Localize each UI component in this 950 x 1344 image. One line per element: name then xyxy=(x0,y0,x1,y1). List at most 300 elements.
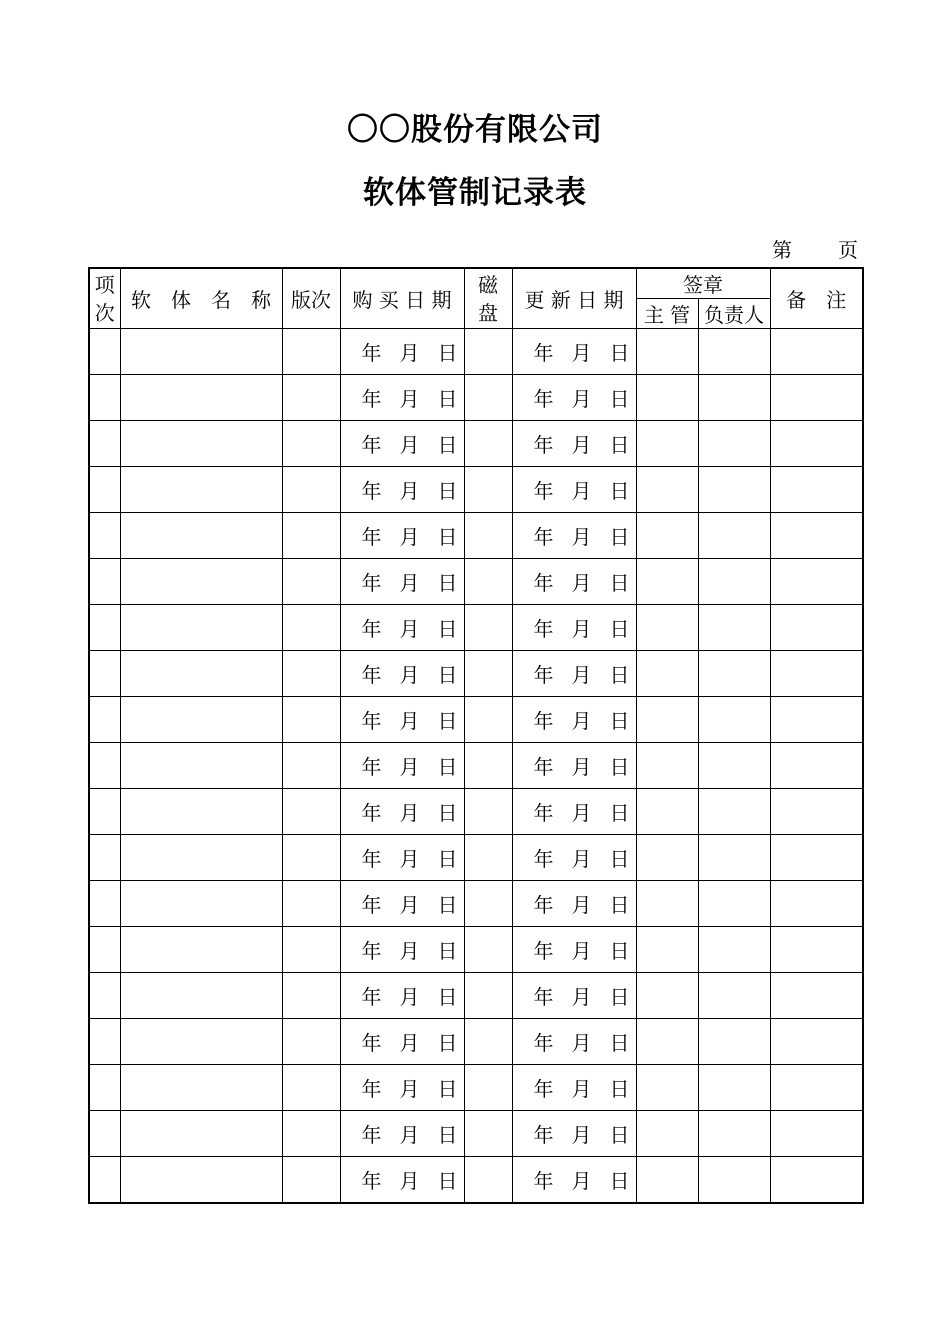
purchase-date-cell[interactable] xyxy=(340,513,464,559)
date-day-label: 日 xyxy=(437,709,460,733)
update-date-cell[interactable] xyxy=(512,927,636,973)
update-date-cell[interactable] xyxy=(512,421,636,467)
header-item-no xyxy=(89,268,120,329)
date-year-label: 年 xyxy=(533,1077,556,1101)
version-cell[interactable] xyxy=(282,605,340,651)
purchase-date-cell[interactable] xyxy=(340,467,464,513)
date-month-label: 月 xyxy=(399,433,422,457)
person-in-charge-signature-cell[interactable] xyxy=(698,1019,770,1065)
date-year-label: 年 xyxy=(533,847,556,871)
supervisor-signature-cell[interactable] xyxy=(636,973,698,1019)
date-day-label: 日 xyxy=(609,617,632,641)
date-month-label: 月 xyxy=(399,387,422,411)
date-month-label: 月 xyxy=(571,985,594,1009)
date-year-label: 年 xyxy=(361,663,384,687)
purchase-date-cell[interactable] xyxy=(340,1019,464,1065)
software-name-cell[interactable] xyxy=(120,1111,282,1157)
disk-cell[interactable] xyxy=(464,375,512,421)
date-year-label: 年 xyxy=(533,801,556,825)
disk-cell[interactable] xyxy=(464,973,512,1019)
date-year-label: 年 xyxy=(533,939,556,963)
person-in-charge-signature-cell[interactable] xyxy=(698,1111,770,1157)
date-year-label: 年 xyxy=(533,709,556,733)
supervisor-signature-cell[interactable] xyxy=(636,1111,698,1157)
date-day-label: 日 xyxy=(437,663,460,687)
date-year-label: 年 xyxy=(361,433,384,457)
date-day-label: 日 xyxy=(437,1169,460,1193)
remarks-cell[interactable] xyxy=(770,1157,863,1204)
purchase-date-cell[interactable] xyxy=(340,559,464,605)
date-month-label: 月 xyxy=(571,893,594,917)
version-cell[interactable] xyxy=(282,1157,340,1204)
purchase-date-cell[interactable] xyxy=(340,651,464,697)
person-in-charge-signature-cell[interactable] xyxy=(698,697,770,743)
header-item-no-top: 项 xyxy=(94,272,115,297)
version-cell[interactable] xyxy=(282,329,340,375)
item-no-cell[interactable] xyxy=(89,605,120,651)
software-name-cell[interactable] xyxy=(120,973,282,1019)
date-day-label: 日 xyxy=(609,1123,632,1147)
header-item-no-bottom: 次 xyxy=(94,300,115,325)
date-day-label: 日 xyxy=(437,387,460,411)
page-label-prefix: 第 xyxy=(772,238,792,262)
header-disk-top: 磁 xyxy=(478,272,498,297)
update-date-cell[interactable] xyxy=(512,559,636,605)
header-purchase-date: 购 买 日 期 xyxy=(340,268,464,329)
table-body xyxy=(89,329,863,1204)
table-row xyxy=(89,605,863,651)
version-cell[interactable] xyxy=(282,421,340,467)
table-row xyxy=(89,329,863,375)
table-row xyxy=(89,973,863,1019)
date-day-label: 日 xyxy=(437,341,460,365)
date-year-label: 年 xyxy=(533,755,556,779)
update-date-cell[interactable] xyxy=(512,1157,636,1204)
date-day-label: 日 xyxy=(437,617,460,641)
date-day-label: 日 xyxy=(437,1077,460,1101)
date-year-label: 年 xyxy=(533,525,556,549)
supervisor-signature-cell[interactable] xyxy=(636,513,698,559)
date-month-label: 月 xyxy=(571,341,594,365)
version-cell[interactable] xyxy=(282,651,340,697)
date-month-label: 月 xyxy=(571,525,594,549)
software-name-cell[interactable] xyxy=(120,835,282,881)
date-year-label: 年 xyxy=(533,571,556,595)
date-day-label: 日 xyxy=(609,341,632,365)
software-name-cell[interactable] xyxy=(120,927,282,973)
date-year-label: 年 xyxy=(533,341,556,365)
remarks-cell[interactable] xyxy=(770,375,863,421)
purchase-date-cell[interactable] xyxy=(340,881,464,927)
item-no-cell[interactable] xyxy=(89,835,120,881)
item-no-cell[interactable] xyxy=(89,789,120,835)
item-no-cell[interactable] xyxy=(89,743,120,789)
disk-cell[interactable] xyxy=(464,421,512,467)
item-no-cell[interactable] xyxy=(89,697,120,743)
disk-cell[interactable] xyxy=(464,697,512,743)
supervisor-signature-cell[interactable] xyxy=(636,697,698,743)
company-title: 〇〇股份有限公司 xyxy=(347,112,603,148)
date-month-label: 月 xyxy=(399,617,422,641)
date-month-label: 月 xyxy=(399,893,422,917)
disk-cell[interactable] xyxy=(464,559,512,605)
date-month-label: 月 xyxy=(571,709,594,733)
date-day-label: 日 xyxy=(609,801,632,825)
date-month-label: 月 xyxy=(399,1031,422,1055)
software-name-cell[interactable] xyxy=(120,605,282,651)
date-month-label: 月 xyxy=(571,571,594,595)
remarks-cell[interactable] xyxy=(770,513,863,559)
item-no-cell[interactable] xyxy=(89,651,120,697)
supervisor-signature-cell[interactable] xyxy=(636,835,698,881)
disk-cell[interactable] xyxy=(464,467,512,513)
date-day-label: 日 xyxy=(437,801,460,825)
disk-cell[interactable] xyxy=(464,329,512,375)
date-month-label: 月 xyxy=(399,663,422,687)
remarks-cell[interactable] xyxy=(770,835,863,881)
disk-cell[interactable] xyxy=(464,881,512,927)
update-date-cell[interactable] xyxy=(512,1111,636,1157)
date-month-label: 月 xyxy=(399,479,422,503)
disk-cell[interactable] xyxy=(464,1065,512,1111)
person-in-charge-signature-cell[interactable] xyxy=(698,513,770,559)
disk-cell[interactable] xyxy=(464,1019,512,1065)
software-name-cell[interactable] xyxy=(120,789,282,835)
date-year-label: 年 xyxy=(361,341,384,365)
remarks-cell[interactable] xyxy=(770,421,863,467)
date-year-label: 年 xyxy=(361,893,384,917)
form-title: 软体管制记录表 xyxy=(363,175,587,211)
update-date-cell[interactable] xyxy=(512,329,636,375)
date-day-label: 日 xyxy=(437,893,460,917)
date-day-label: 日 xyxy=(609,709,632,733)
supervisor-signature-cell[interactable] xyxy=(636,1019,698,1065)
date-year-label: 年 xyxy=(361,1031,384,1055)
update-date-cell[interactable] xyxy=(512,605,636,651)
person-in-charge-signature-cell[interactable] xyxy=(698,789,770,835)
purchase-date-cell[interactable] xyxy=(340,329,464,375)
update-date-cell[interactable] xyxy=(512,973,636,1019)
disk-cell[interactable] xyxy=(464,651,512,697)
date-year-label: 年 xyxy=(361,847,384,871)
date-year-label: 年 xyxy=(361,755,384,779)
remarks-cell[interactable] xyxy=(770,1065,863,1111)
date-month-label: 月 xyxy=(399,801,422,825)
date-day-label: 日 xyxy=(609,663,632,687)
date-month-label: 月 xyxy=(399,847,422,871)
update-date-cell[interactable] xyxy=(512,651,636,697)
software-name-cell[interactable] xyxy=(120,651,282,697)
item-no-cell[interactable] xyxy=(89,467,120,513)
table-row xyxy=(89,1157,863,1204)
table-row xyxy=(89,743,863,789)
header-remarks: 备 注 xyxy=(770,268,863,329)
remarks-cell[interactable] xyxy=(770,697,863,743)
date-day-label: 日 xyxy=(609,939,632,963)
item-no-cell[interactable] xyxy=(89,559,120,605)
software-name-cell[interactable] xyxy=(120,375,282,421)
date-day-label: 日 xyxy=(609,1031,632,1055)
remarks-cell[interactable] xyxy=(770,789,863,835)
date-month-label: 月 xyxy=(399,341,422,365)
person-in-charge-signature-cell[interactable] xyxy=(698,881,770,927)
date-month-label: 月 xyxy=(399,985,422,1009)
table-row xyxy=(89,881,863,927)
remarks-cell[interactable] xyxy=(770,605,863,651)
update-date-cell[interactable] xyxy=(512,375,636,421)
update-date-cell[interactable] xyxy=(512,1019,636,1065)
person-in-charge-signature-cell[interactable] xyxy=(698,927,770,973)
date-day-label: 日 xyxy=(437,939,460,963)
table-row xyxy=(89,421,863,467)
software-name-cell[interactable] xyxy=(120,513,282,559)
remarks-cell[interactable] xyxy=(770,927,863,973)
header-disk xyxy=(464,268,512,329)
date-month-label: 月 xyxy=(571,479,594,503)
version-cell[interactable] xyxy=(282,743,340,789)
person-in-charge-signature-cell[interactable] xyxy=(698,375,770,421)
person-in-charge-signature-cell[interactable] xyxy=(698,421,770,467)
version-cell[interactable] xyxy=(282,927,340,973)
date-month-label: 月 xyxy=(571,1031,594,1055)
date-day-label: 日 xyxy=(609,847,632,871)
purchase-date-cell[interactable] xyxy=(340,605,464,651)
item-no-cell[interactable] xyxy=(89,1111,120,1157)
purchase-date-cell[interactable] xyxy=(340,973,464,1019)
version-cell[interactable] xyxy=(282,559,340,605)
supervisor-signature-cell[interactable] xyxy=(636,1065,698,1111)
table-row xyxy=(89,559,863,605)
purchase-date-cell[interactable] xyxy=(340,1111,464,1157)
date-year-label: 年 xyxy=(533,985,556,1009)
header-version: 版次 xyxy=(282,268,340,329)
table-row xyxy=(89,927,863,973)
date-day-label: 日 xyxy=(609,985,632,1009)
supervisor-signature-cell[interactable] xyxy=(636,421,698,467)
disk-cell[interactable] xyxy=(464,513,512,559)
item-no-cell[interactable] xyxy=(89,1019,120,1065)
date-month-label: 月 xyxy=(571,939,594,963)
table-row xyxy=(89,375,863,421)
item-no-cell[interactable] xyxy=(89,881,120,927)
date-day-label: 日 xyxy=(437,571,460,595)
supervisor-signature-cell[interactable] xyxy=(636,651,698,697)
date-year-label: 年 xyxy=(533,1031,556,1055)
person-in-charge-signature-cell[interactable] xyxy=(698,467,770,513)
version-cell[interactable] xyxy=(282,835,340,881)
header-software-name-label: 软 体 名 称 xyxy=(131,288,271,312)
supervisor-signature-cell[interactable] xyxy=(636,927,698,973)
purchase-date-cell[interactable] xyxy=(340,1065,464,1111)
date-day-label: 日 xyxy=(437,525,460,549)
purchase-date-cell[interactable] xyxy=(340,743,464,789)
purchase-date-cell[interactable] xyxy=(340,421,464,467)
date-month-label: 月 xyxy=(399,755,422,779)
date-day-label: 日 xyxy=(609,433,632,457)
supervisor-signature-cell[interactable] xyxy=(636,467,698,513)
date-day-label: 日 xyxy=(437,985,460,1009)
date-year-label: 年 xyxy=(533,1169,556,1193)
remarks-cell[interactable] xyxy=(770,467,863,513)
remarks-cell[interactable] xyxy=(770,973,863,1019)
purchase-date-cell[interactable] xyxy=(340,835,464,881)
date-year-label: 年 xyxy=(361,571,384,595)
date-day-label: 日 xyxy=(437,479,460,503)
software-name-cell[interactable] xyxy=(120,559,282,605)
date-day-label: 日 xyxy=(609,1077,632,1101)
version-cell[interactable] xyxy=(282,1019,340,1065)
table-row xyxy=(89,1065,863,1111)
date-day-label: 日 xyxy=(609,1169,632,1193)
table-row xyxy=(89,697,863,743)
item-no-cell[interactable] xyxy=(89,513,120,559)
update-date-cell[interactable] xyxy=(512,881,636,927)
version-cell[interactable] xyxy=(282,697,340,743)
update-date-cell[interactable] xyxy=(512,835,636,881)
header-software-name xyxy=(120,268,282,329)
supervisor-signature-cell[interactable] xyxy=(636,329,698,375)
disk-cell[interactable] xyxy=(464,789,512,835)
header-supervisor: 主 管 xyxy=(636,299,698,329)
item-no-cell[interactable] xyxy=(89,927,120,973)
date-year-label: 年 xyxy=(533,1123,556,1147)
table-row xyxy=(89,651,863,697)
version-cell[interactable] xyxy=(282,789,340,835)
date-month-label: 月 xyxy=(571,755,594,779)
date-month-label: 月 xyxy=(571,387,594,411)
date-month-label: 月 xyxy=(571,433,594,457)
supervisor-signature-cell[interactable] xyxy=(636,881,698,927)
item-no-cell[interactable] xyxy=(89,1065,120,1111)
disk-cell[interactable] xyxy=(464,605,512,651)
header-person-in-charge: 负责人 xyxy=(698,299,770,329)
remarks-cell[interactable] xyxy=(770,1111,863,1157)
date-year-label: 年 xyxy=(533,387,556,411)
remarks-cell[interactable] xyxy=(770,1019,863,1065)
person-in-charge-signature-cell[interactable] xyxy=(698,329,770,375)
date-day-label: 日 xyxy=(437,847,460,871)
person-in-charge-signature-cell[interactable] xyxy=(698,973,770,1019)
person-in-charge-signature-cell[interactable] xyxy=(698,605,770,651)
table-row xyxy=(89,1111,863,1157)
software-name-cell[interactable] xyxy=(120,1065,282,1111)
date-year-label: 年 xyxy=(533,617,556,641)
purchase-date-cell[interactable] xyxy=(340,1157,464,1204)
table-row xyxy=(89,513,863,559)
disk-cell[interactable] xyxy=(464,1111,512,1157)
date-year-label: 年 xyxy=(533,663,556,687)
supervisor-signature-cell[interactable] xyxy=(636,789,698,835)
date-month-label: 月 xyxy=(571,663,594,687)
software-name-cell[interactable] xyxy=(120,329,282,375)
supervisor-signature-cell[interactable] xyxy=(636,743,698,789)
date-year-label: 年 xyxy=(361,801,384,825)
software-name-cell[interactable] xyxy=(120,697,282,743)
date-day-label: 日 xyxy=(437,1123,460,1147)
person-in-charge-signature-cell[interactable] xyxy=(698,1065,770,1111)
date-year-label: 年 xyxy=(361,709,384,733)
supervisor-signature-cell[interactable] xyxy=(636,559,698,605)
date-year-label: 年 xyxy=(361,1077,384,1101)
version-cell[interactable] xyxy=(282,513,340,559)
date-day-label: 日 xyxy=(609,571,632,595)
date-day-label: 日 xyxy=(609,893,632,917)
supervisor-signature-cell[interactable] xyxy=(636,1157,698,1204)
item-no-cell[interactable] xyxy=(89,1157,120,1204)
item-no-cell[interactable] xyxy=(89,973,120,1019)
update-date-cell[interactable] xyxy=(512,467,636,513)
item-no-cell[interactable] xyxy=(89,421,120,467)
remarks-cell[interactable] xyxy=(770,329,863,375)
date-day-label: 日 xyxy=(609,387,632,411)
software-name-cell[interactable] xyxy=(120,881,282,927)
version-cell[interactable] xyxy=(282,881,340,927)
date-day-label: 日 xyxy=(437,755,460,779)
person-in-charge-signature-cell[interactable] xyxy=(698,1157,770,1204)
update-date-cell[interactable] xyxy=(512,743,636,789)
date-year-label: 年 xyxy=(533,893,556,917)
remarks-cell[interactable] xyxy=(770,651,863,697)
update-date-cell[interactable] xyxy=(512,697,636,743)
date-month-label: 月 xyxy=(571,1077,594,1101)
purchase-date-cell[interactable] xyxy=(340,927,464,973)
version-cell[interactable] xyxy=(282,375,340,421)
disk-cell[interactable] xyxy=(464,1157,512,1204)
table-row xyxy=(89,1019,863,1065)
date-year-label: 年 xyxy=(361,617,384,641)
update-date-cell[interactable] xyxy=(512,789,636,835)
version-cell[interactable] xyxy=(282,467,340,513)
purchase-date-cell[interactable] xyxy=(340,697,464,743)
purchase-date-cell[interactable] xyxy=(340,789,464,835)
software-name-cell[interactable] xyxy=(120,421,282,467)
disk-cell[interactable] xyxy=(464,835,512,881)
date-day-label: 日 xyxy=(437,433,460,457)
disk-cell[interactable] xyxy=(464,743,512,789)
update-date-cell[interactable] xyxy=(512,513,636,559)
supervisor-signature-cell[interactable] xyxy=(636,375,698,421)
date-month-label: 月 xyxy=(399,709,422,733)
update-date-cell[interactable] xyxy=(512,1065,636,1111)
software-name-cell[interactable] xyxy=(120,743,282,789)
remarks-cell[interactable] xyxy=(770,881,863,927)
person-in-charge-signature-cell[interactable] xyxy=(698,835,770,881)
disk-cell[interactable] xyxy=(464,927,512,973)
item-no-cell[interactable] xyxy=(89,329,120,375)
date-year-label: 年 xyxy=(361,525,384,549)
person-in-charge-signature-cell[interactable] xyxy=(698,651,770,697)
header-disk-bottom: 盘 xyxy=(478,300,498,325)
date-year-label: 年 xyxy=(361,1123,384,1147)
remarks-cell[interactable] xyxy=(770,559,863,605)
software-name-cell[interactable] xyxy=(120,1157,282,1204)
header-signature: 签章 xyxy=(636,268,770,299)
version-cell[interactable] xyxy=(282,973,340,1019)
date-year-label: 年 xyxy=(361,985,384,1009)
remarks-cell[interactable] xyxy=(770,743,863,789)
software-name-cell[interactable] xyxy=(120,1019,282,1065)
supervisor-signature-cell[interactable] xyxy=(636,605,698,651)
person-in-charge-signature-cell[interactable] xyxy=(698,559,770,605)
page-label-suffix: 页 xyxy=(838,238,858,262)
version-cell[interactable] xyxy=(282,1111,340,1157)
version-cell[interactable] xyxy=(282,1065,340,1111)
software-name-cell[interactable] xyxy=(120,467,282,513)
person-in-charge-signature-cell[interactable] xyxy=(698,743,770,789)
purchase-date-cell[interactable] xyxy=(340,375,464,421)
item-no-cell[interactable] xyxy=(89,375,120,421)
date-month-label: 月 xyxy=(571,847,594,871)
